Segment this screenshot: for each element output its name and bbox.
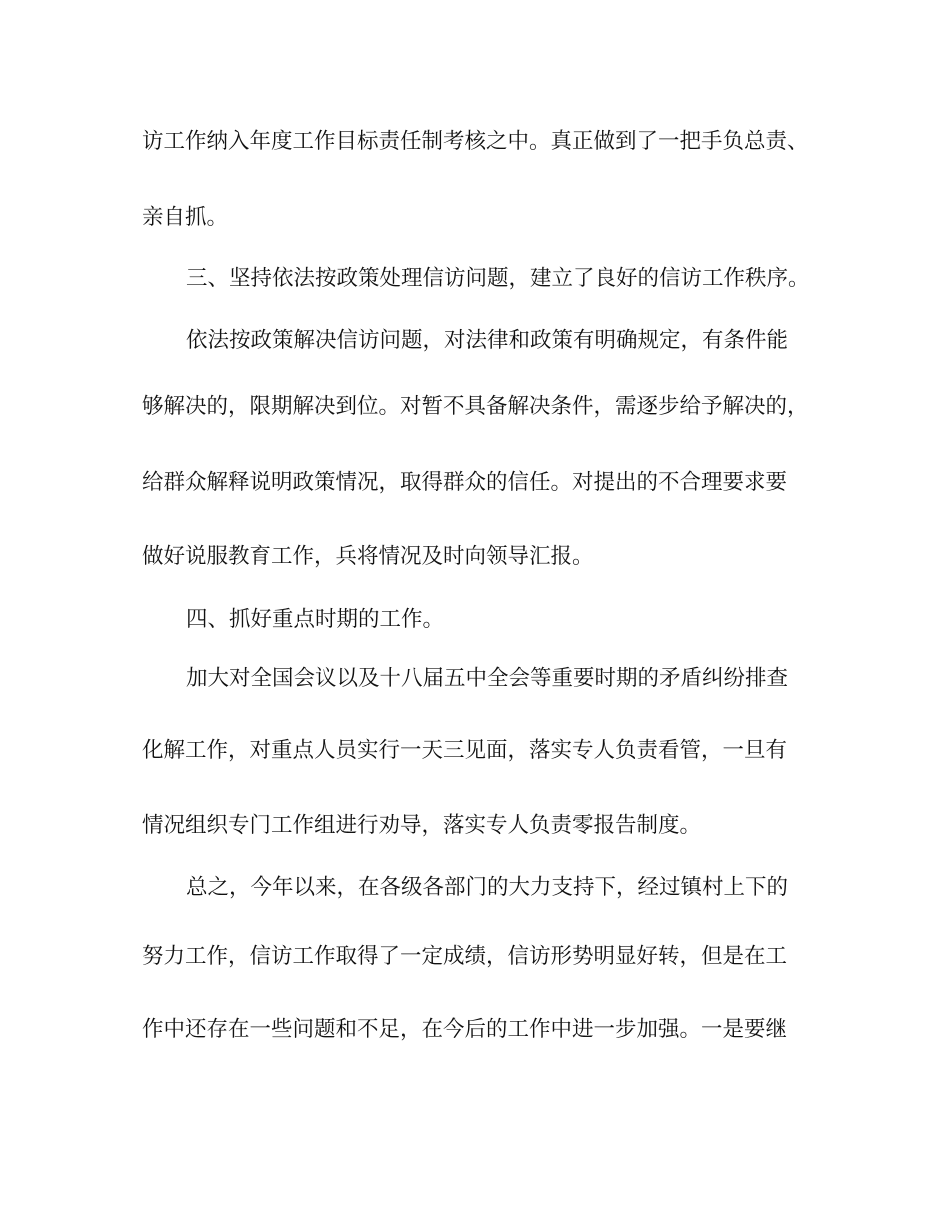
section-heading-3: 三、坚持依法按政策处理信访问题，建立了良好的信访工作秩序。	[186, 266, 810, 291]
text-line-11: 情况组织专门工作组进行劝导，落实专人负责零报告制度。	[142, 813, 702, 838]
text-line-14: 作中还存在一些问题和不足，在今后的工作中进一步加强。一是要继	[142, 1017, 788, 1042]
text-line-6: 给群众解释说明政策情况，取得群众的信任。对提出的不合理要求要	[142, 470, 788, 495]
text-line-12: 总之，今年以来，在各级各部门的大力支持下，经过镇村上下的	[186, 875, 789, 900]
text-line-1: 访工作纳入年度工作目标责任制考核之中。真正做到了一把手负总责、	[142, 129, 809, 154]
text-line-2: 亲自抓。	[142, 205, 229, 230]
text-line-5: 够解决的，限期解决到位。对暂不具备解决条件，需逐步给予解决的，	[142, 394, 809, 419]
section-heading-4: 四、抓好重点时期的工作。	[186, 607, 445, 632]
text-line-13: 努力工作，信访工作取得了一定成绩，信访形势明显好转，但是在工	[142, 944, 788, 969]
text-line-9: 加大对全国会议以及十八届五中全会等重要时期的矛盾纠纷排查	[186, 666, 789, 691]
text-line-7: 做好说服教育工作，兵将情况及时向领导汇报。	[142, 544, 594, 569]
text-line-10: 化解工作，对重点人员实行一天三见面，落实专人负责看管，一旦有	[142, 738, 788, 763]
text-line-4: 依法按政策解决信访问题，对法律和政策有明确规定，有条件能	[186, 328, 789, 353]
